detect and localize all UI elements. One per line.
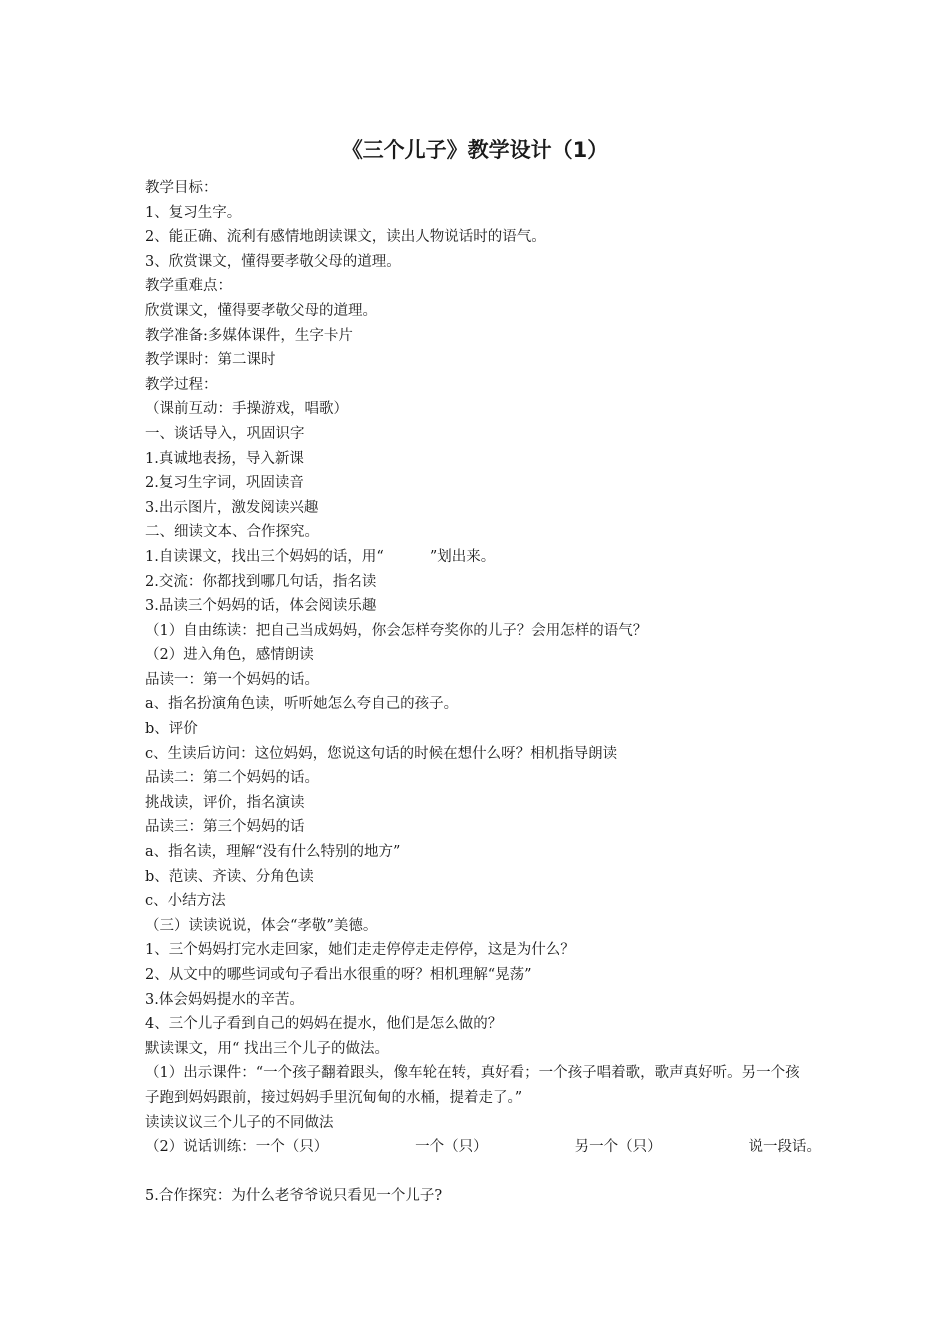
- text-line: 教学重难点：: [145, 278, 232, 295]
- text-line: 教学课时：第二课时: [145, 352, 276, 369]
- text-line: 挑战读，评价，指名演读: [145, 794, 305, 811]
- text-line: 1.真诚地表扬，导入新课: [145, 450, 304, 467]
- text-line: b、评价: [145, 721, 198, 738]
- text-line: 1、复习生字。: [145, 204, 242, 221]
- text-line: 2.复习生字词，巩固读音: [145, 475, 304, 492]
- text-line: （1）自由练读：把自己当成妈妈，你会怎样夸奖你的儿子？会用怎样的语气？: [145, 622, 648, 639]
- text-line: 1.自读课文，找出三个妈妈的话，用“ ”划出来。: [145, 548, 496, 565]
- text-line: （2）进入角色，感情朗读: [145, 647, 314, 664]
- text-line: 2、从文中的哪些词或句子看出水很重的呀？相机理解“晃荡”: [145, 967, 532, 983]
- speaking-part-3: 另一个（只）: [574, 1139, 662, 1156]
- text-line: （课前互动：手操游戏，唱歌）: [145, 401, 348, 418]
- text-line: b、范读、齐读、分角色读: [145, 868, 314, 885]
- text-line: 默读课文，用“ 找出三个儿子的做法。: [145, 1040, 390, 1057]
- text-line: 3、欣赏课文，懂得要孝敬父母的道理。: [145, 253, 401, 270]
- text-line: 读读议议三个儿子的不同做法: [145, 1114, 334, 1131]
- text-line: 品读二：第二个妈妈的话。: [145, 770, 319, 787]
- blank-line: [145, 1160, 825, 1185]
- text-line: 教学目标：: [145, 180, 218, 196]
- quote-paragraph: （1）出示课件：“一个孩子翻着跟头，像车轮在转，真好看；一个孩子唱着歌，歌声真好听。另一个孩子跑到妈妈跟前，接过妈妈手里沉甸甸的水桶，提着走了。”: [145, 1065, 800, 1106]
- text-line: a、指名扮演角色读，听听她怎么夸自己的孩子。: [145, 696, 459, 713]
- speaking-training-line: [145, 1135, 821, 1160]
- text-line: 2.交流：你都找到哪几句话，指名读: [145, 573, 377, 590]
- speaking-part-1: （2）说话训练：一个（只）: [145, 1139, 329, 1156]
- text-line: 教学准备:多媒体课件，生字卡片: [145, 327, 353, 344]
- text-line: 1、三个妈妈打完水走回家，她们走走停停走走停停，这是为什么？: [145, 942, 575, 959]
- text-line: （三）读读说说，体会“孝敬”美德。: [145, 917, 378, 934]
- text-line: 二、细读文本、合作探究。: [145, 524, 319, 541]
- text-line: 5.合作探究：为什么老爷爷说只看见一个儿子?: [145, 1188, 443, 1205]
- text-line: 3.出示图片，激发阅读兴趣: [145, 499, 319, 516]
- text-line: a、指名读，理解“没有什么特别的地方”: [145, 844, 401, 861]
- text-line: 一、谈话导入，巩固识字: [145, 425, 305, 442]
- text-line: 3.体会妈妈提水的辛苦。: [145, 991, 304, 1008]
- text-line: 4、三个儿子看到自己的妈妈在提水，他们是怎么做的？: [145, 1016, 503, 1033]
- text-line: 品读一：第一个妈妈的话。: [145, 671, 319, 688]
- text-line: 教学过程：: [145, 376, 218, 393]
- speaking-part-4: 说一段话。: [748, 1139, 821, 1156]
- text-line: 品读三：第三个妈妈的话: [145, 819, 305, 836]
- document-body: [145, 176, 825, 1209]
- speaking-part-2: 一个（只）: [415, 1139, 488, 1156]
- text-line: c、小结方法: [145, 893, 226, 910]
- text-line: 3.品读三个妈妈的话，体会阅读乐趣: [145, 598, 377, 615]
- text-line: 2、能正确、流利有感情地朗读课文，读出人物说话时的语气。: [145, 229, 546, 246]
- text-line: c、生读后访问：这位妈妈，您说这句话的时候在想什么呀？相机指导朗读: [145, 745, 618, 762]
- text-line: 欣赏课文，懂得要孝敬父母的道理。: [145, 302, 377, 319]
- document-title: 《三个儿子》教学设计（1）: [341, 138, 609, 162]
